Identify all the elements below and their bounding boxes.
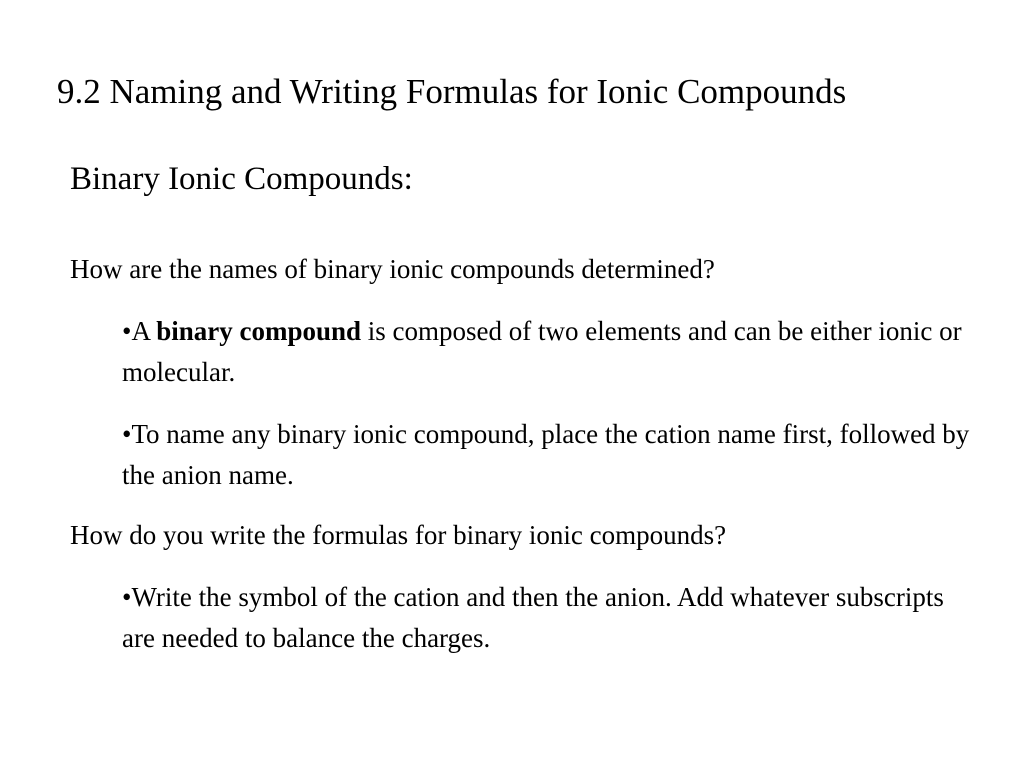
slide-title: 9.2 Naming and Writing Formulas for Ionic Compounds <box>57 72 847 111</box>
bullet-text: is composed of two elements and can be either ionic or molecular. <box>122 316 962 387</box>
question-formulas: How do you write the formulas for binary ionic compounds? <box>70 520 727 550</box>
bullet-naming-rule: •To name any binary ionic compound, place the cation name first, followed by the anion name. <box>122 419 970 490</box>
bullet-binary-compound <box>122 311 972 393</box>
question-names: How are the names of binary ionic compounds determined? <box>70 254 715 284</box>
key-term: binary compound <box>156 316 362 346</box>
bullet-formula-rule: •Write the symbol of the cation and then the anion. Add whatever subscripts are needed to balance the charges. <box>122 582 944 653</box>
section-heading: Binary Ionic Compounds: <box>70 161 413 197</box>
bullet-prefix: •A <box>122 316 157 346</box>
